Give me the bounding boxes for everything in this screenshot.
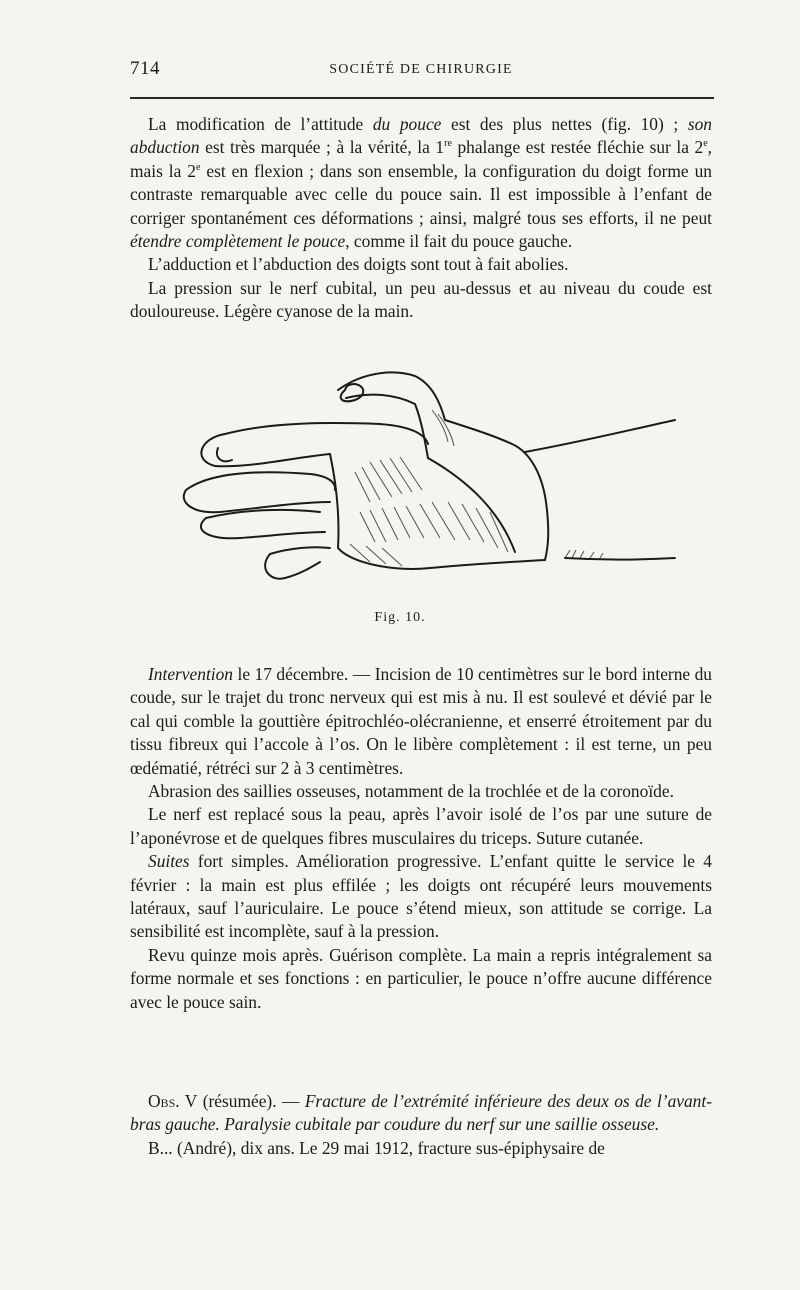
paragraph-review: Revu quinze mois après. Guérison complète. La main a repris intégralement sa forme normale et ses fonctions : en particulier, le pouce n’offre aucune différence avec le pouce sain. (130, 944, 712, 1012)
paragraph-abrasion: Abrasion des saillies osseuses, notamment de la trochlée et de la coronoïde. (148, 781, 674, 802)
hand-illustration (170, 362, 680, 594)
header-rule (130, 97, 714, 99)
text-block-top (130, 113, 712, 324)
paragraph-adduction: L’adduction et l’abduction des doigts sont tout à fait abolies. (148, 254, 569, 275)
paragraph-follow-up: Suites fort simples. Amélioration progressive. L’enfant quitte le service le 4 février : la main est plus effilée ; les doigts ont récupéré leurs mouvements latéraux, sauf l’auriculaire. Le pouce s’étend mieux, son attitude se corrige. La sensibilité est incomplète, sauf à la pression. (130, 851, 712, 942)
text-block-observation (130, 1090, 712, 1160)
paragraph-pressure: La pression sur le nerf cubital, un peu au-dessus et au niveau du coude est douloureuse. Légère cyanose de la main. (130, 277, 712, 322)
paragraph-thumb-attitude: La modification de l’attitude du pouce est des plus nettes (fig. 10) ; son abduction est très marquée ; à la vérité, la 1re phalange est restée fléchie sur la 2e, mais la 2e est en flexion ; dans son ensemble, la configuration du doigt forme un contraste remarquable avec celle du pouce sain. Il est impossible à l’enfant de corriger spontanément ces déformations ; ainsi, malgré tous ses efforts, il ne peut étendre complètement le pouce, comme il fait du pouce gauche. (130, 114, 712, 252)
page-header (130, 58, 712, 86)
paragraph-intervention: Intervention le 17 décembre. — Incision de 10 centimètres sur le bord interne du coude, sur le trajet du tronc nerveux qui est mis à nu. Il est soulevé et dévié par le cal qui comble la gouttière épitrochléo-olécranienne, et enserré étroitement par du tissu fibreux qui l’accole à l’os. On le libère complètement : il est terne, un peu œdématié, rétréci sur 2 à 3 centimètres. (130, 664, 712, 778)
paragraph-case-start: B... (André), dix ans. Le 29 mai 1912, fracture sus-épiphysaire de (148, 1137, 605, 1158)
page-number: 714 (130, 58, 160, 79)
figure-caption: Fig. 10. (374, 610, 426, 625)
text-block-intervention (130, 663, 712, 1014)
paragraph-observation-heading: Obs. V (résumée). — Fracture de l’extrémité inférieure des deux os de l’avant-bras gauche. Paralysie cubitale par coudure du nerf sur une saillie osseuse. (130, 1091, 712, 1135)
paragraph-nerve-replaced: Le nerf est replacé sous la peau, après l’avoir isolé de l’os par une suture de l’aponévrose et de quelques fibres musculaires du triceps. Suture cutanée. (130, 804, 712, 848)
running-title: SOCIÉTÉ DE CHIRURGIE (329, 62, 513, 77)
